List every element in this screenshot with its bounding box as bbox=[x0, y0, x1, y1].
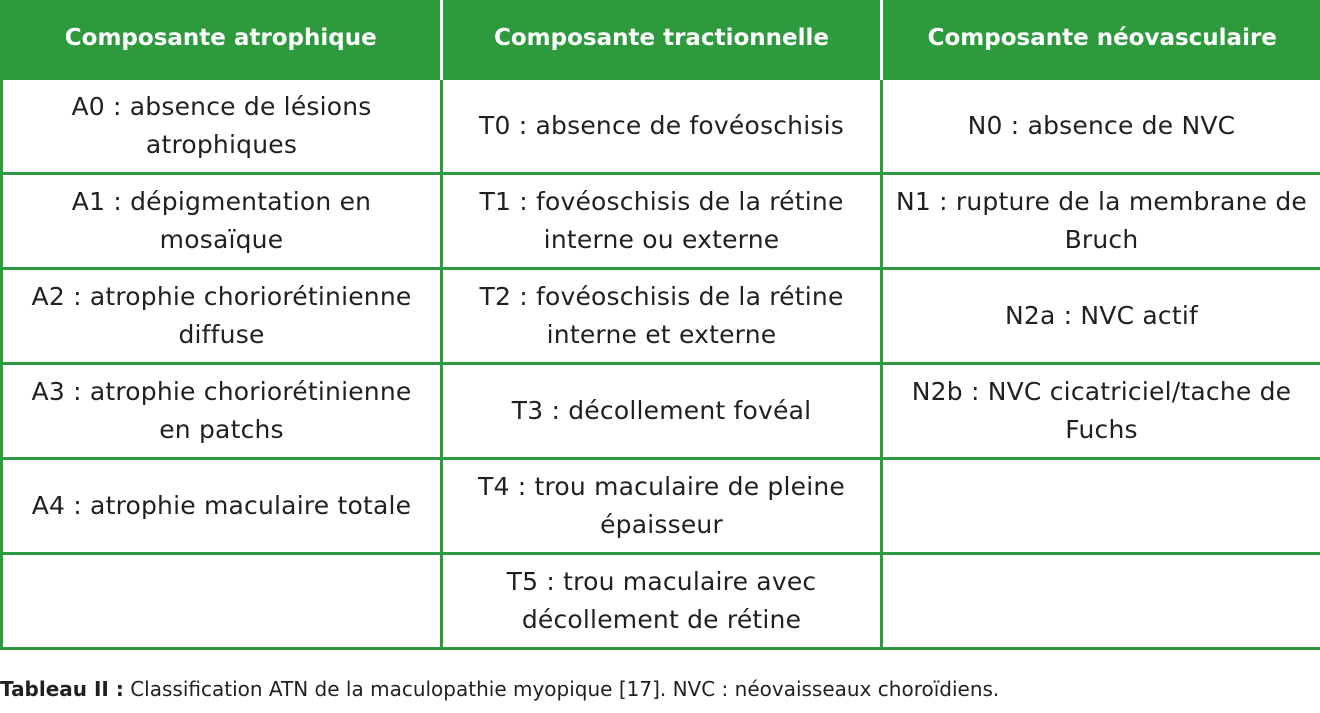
cell-n1: N1 : rupture de la membrane de Bruch bbox=[882, 173, 1320, 268]
cell-a0: A0 : absence de lésions atrophiques bbox=[2, 78, 442, 173]
cell-t4: T4 : trou maculaire de pleine épaisseur bbox=[442, 458, 882, 553]
table-row bbox=[2, 553, 1320, 648]
cell-empty bbox=[2, 553, 442, 648]
cell-n0: N0 : absence de NVC bbox=[882, 78, 1320, 173]
cell-t2: T2 : fovéoschisis de la rétine interne et externe bbox=[442, 268, 882, 363]
table-header bbox=[2, 0, 1320, 78]
table-row bbox=[2, 458, 1320, 553]
cell-a3: A3 : atrophie choriorétinienne en patchs bbox=[2, 363, 442, 458]
cell-empty bbox=[882, 458, 1320, 553]
cell-n2a: N2a : NVC actif bbox=[882, 268, 1320, 363]
cell-a2: A2 : atrophie choriorétinienne diffuse bbox=[2, 268, 442, 363]
cell-t5: T5 : trou maculaire avec décollement de rétine bbox=[442, 553, 882, 648]
cell-t0: T0 : absence de fovéoschisis bbox=[442, 78, 882, 173]
table-caption bbox=[0, 676, 1320, 702]
table-body bbox=[2, 78, 1320, 648]
header-neovascular: Composante néovasculaire bbox=[882, 0, 1320, 78]
header-tractional: Composante tractionnelle bbox=[442, 0, 882, 78]
cell-t1: T1 : fovéoschisis de la rétine interne ou externe bbox=[442, 173, 882, 268]
table-row bbox=[2, 268, 1320, 363]
cell-n2b: N2b : NVC cicatriciel/tache de Fuchs bbox=[882, 363, 1320, 458]
cell-empty bbox=[882, 553, 1320, 648]
table-row bbox=[2, 363, 1320, 458]
caption-text: Classification ATN de la maculopathie myopique [17]. NVC : néovaisseaux choroïdiens. bbox=[123, 677, 1000, 701]
cell-t3: T3 : décollement fovéal bbox=[442, 363, 882, 458]
header-atrophic: Composante atrophique bbox=[2, 0, 442, 78]
table-row bbox=[2, 173, 1320, 268]
cell-a4: A4 : atrophie maculaire totale bbox=[2, 458, 442, 553]
table-row bbox=[2, 78, 1320, 173]
cell-a1: A1 : dépigmentation en mosaïque bbox=[2, 173, 442, 268]
caption-label: Tableau II : bbox=[0, 677, 124, 701]
header-row bbox=[2, 0, 1320, 78]
